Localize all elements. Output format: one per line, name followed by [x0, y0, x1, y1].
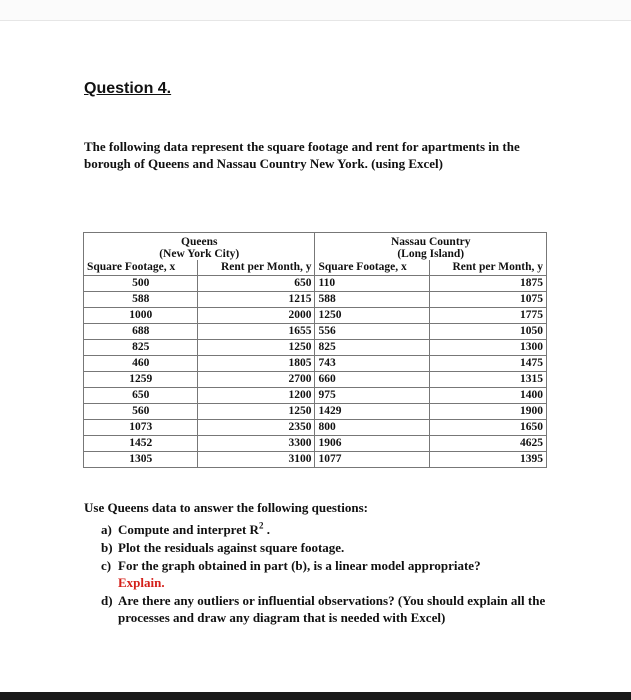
nassau-sqft-cell: 743 [315, 356, 429, 372]
table-row [84, 276, 547, 292]
queens-sqft-cell: 1452 [84, 436, 198, 452]
queens-rent-cell: 2700 [198, 372, 315, 388]
nassau-rent-cell: 1395 [429, 452, 546, 468]
question-a-tail: . [263, 522, 270, 537]
nassau-sqft-cell: 975 [315, 388, 429, 404]
queens-sqft-cell: 825 [84, 340, 198, 356]
question-d-text: Are there any outliers or influential observations? (You should explain all the processes and draw any diagram that is needed with Excel) [118, 593, 546, 625]
question-heading: Question 4. [84, 80, 172, 97]
queens-rent-cell: 1250 [198, 340, 315, 356]
queens-rent-cell: 2350 [198, 420, 315, 436]
nassau-rent-cell: 1050 [429, 324, 546, 340]
viewer-bottom-bar [0, 692, 631, 700]
table-row [84, 308, 547, 324]
nassau-sqft-cell: 1077 [315, 452, 429, 468]
queens-group-header [84, 233, 315, 261]
nassau-sqft-cell: 1429 [315, 404, 429, 420]
nassau-col-y: Rent per Month, y [429, 260, 546, 276]
table-row [84, 404, 547, 420]
queens-col-y: Rent per Month, y [198, 260, 315, 276]
queens-sqft-cell: 500 [84, 276, 198, 292]
table-row [84, 372, 547, 388]
nassau-rent-cell: 1315 [429, 372, 546, 388]
table-row [84, 452, 547, 468]
viewer-top-bar [0, 0, 631, 21]
queens-rent-cell: 2000 [198, 308, 315, 324]
nassau-rent-cell: 1475 [429, 356, 546, 372]
table-row [84, 340, 547, 356]
table-body [84, 276, 547, 468]
nassau-rent-cell: 1400 [429, 388, 546, 404]
nassau-sqft-cell: 800 [315, 420, 429, 436]
queens-rent-cell: 3300 [198, 436, 315, 452]
question-d-letter: d) [101, 593, 113, 608]
data-table [83, 232, 547, 468]
nassau-col-x: Square Footage, x [315, 260, 429, 276]
nassau-group-header [315, 233, 547, 261]
nassau-rent-cell: 1075 [429, 292, 546, 308]
queens-rent-cell: 3100 [198, 452, 315, 468]
queens-col-x: Square Footage, x [84, 260, 198, 276]
table-row [84, 356, 547, 372]
queens-rent-cell: 1655 [198, 324, 315, 340]
queens-sqft-cell: 1305 [84, 452, 198, 468]
queens-subtitle: (New York City) [159, 248, 240, 260]
queens-rent-cell: 1250 [198, 404, 315, 420]
queens-rent-cell: 650 [198, 276, 315, 292]
queens-rent-cell: 1215 [198, 292, 315, 308]
question-c-text: For the graph obtained in part (b), is a linear model appropriate? [118, 558, 481, 573]
queens-sqft-cell: 650 [84, 388, 198, 404]
question-c-explain: Explain. [118, 575, 165, 590]
nassau-sqft-cell: 556 [315, 324, 429, 340]
nassau-sqft-cell: 110 [315, 276, 429, 292]
table-row [84, 292, 547, 308]
queens-sqft-cell: 1259 [84, 372, 198, 388]
nassau-title: Nassau Country [390, 236, 471, 248]
question-d [101, 592, 551, 626]
queens-sqft-cell: 1073 [84, 420, 198, 436]
table-row [84, 436, 547, 452]
nassau-sqft-cell: 1906 [315, 436, 429, 452]
question-a-letter: a) [101, 522, 112, 537]
question-b-letter: b) [101, 540, 113, 555]
question-a-text: Compute and interpret R [118, 522, 259, 537]
question-c [101, 557, 551, 591]
table-row [84, 324, 547, 340]
queens-sqft-cell: 588 [84, 292, 198, 308]
nassau-rent-cell: 1650 [429, 420, 546, 436]
queens-title: Queens [181, 236, 218, 248]
nassau-sqft-cell: 588 [315, 292, 429, 308]
question-b [101, 539, 551, 556]
intro-paragraph: The following data represent the square footage and rent for apartments in the borough of Queens and Nassau Country New York. (using Excel) [84, 139, 520, 171]
question-list [101, 521, 551, 627]
queens-rent-cell: 1200 [198, 388, 315, 404]
table-row [84, 388, 547, 404]
nassau-subtitle: (Long Island) [397, 248, 465, 260]
nassau-rent-cell: 1775 [429, 308, 546, 324]
question-b-text: Plot the residuals against square footage. [118, 540, 345, 555]
queens-sqft-cell: 688 [84, 324, 198, 340]
nassau-sqft-cell: 825 [315, 340, 429, 356]
queens-rent-cell: 1805 [198, 356, 315, 372]
queens-sqft-cell: 560 [84, 404, 198, 420]
nassau-rent-cell: 1875 [429, 276, 546, 292]
nassau-sqft-cell: 1250 [315, 308, 429, 324]
queens-sqft-cell: 460 [84, 356, 198, 372]
nassau-rent-cell: 1300 [429, 340, 546, 356]
questions-prompt: Use Queens data to answer the following questions: [84, 500, 368, 515]
nassau-sqft-cell: 660 [315, 372, 429, 388]
queens-sqft-cell: 1000 [84, 308, 198, 324]
question-a-superscript: 2 [258, 520, 264, 531]
nassau-rent-cell: 1900 [429, 404, 546, 420]
nassau-rent-cell: 4625 [429, 436, 546, 452]
table-group-header-row [84, 233, 547, 261]
question-a [101, 521, 551, 538]
table-row [84, 420, 547, 436]
question-c-letter: c) [101, 558, 112, 573]
table-column-header-row [84, 260, 547, 276]
